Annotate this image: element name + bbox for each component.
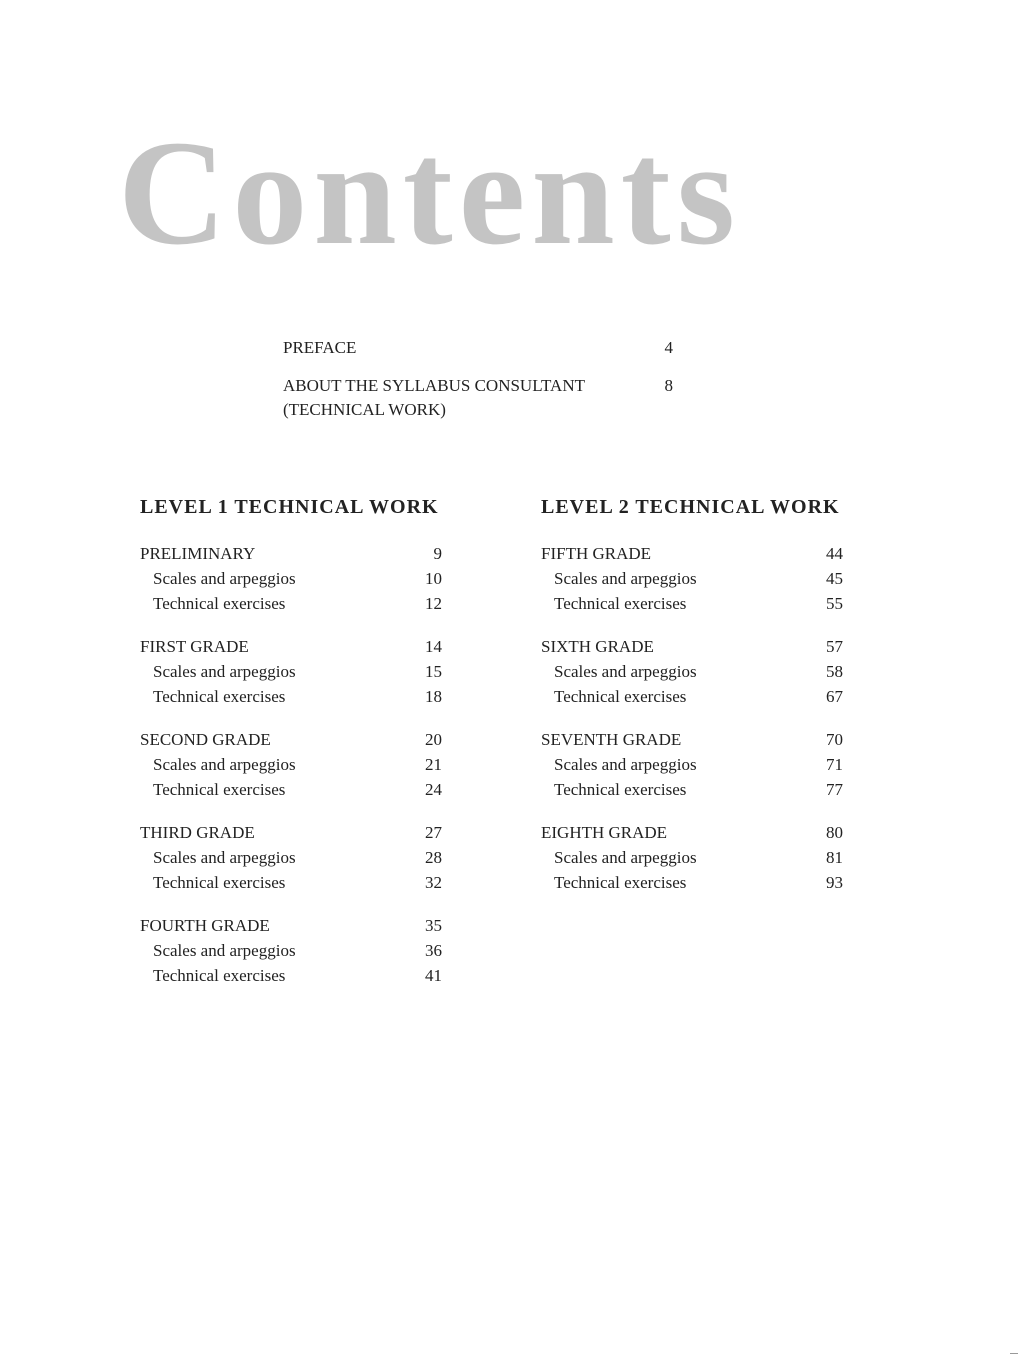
toc-entry-label: Scales and arpeggios <box>554 569 697 588</box>
toc-entry-scales[interactable] <box>541 752 843 777</box>
toc-entry-scales[interactable] <box>140 566 442 591</box>
toc-entry-preface[interactable] <box>283 336 673 360</box>
toc-entry-page: 27 <box>425 823 442 842</box>
grade-group-fifth <box>541 541 861 616</box>
toc-entry-page: 10 <box>425 569 442 588</box>
corner-crop-mark <box>1010 1353 1018 1354</box>
toc-entry-label: Scales and arpeggios <box>153 848 296 867</box>
toc-entry-technical[interactable] <box>140 777 442 802</box>
toc-entry-page: 8 <box>664 376 673 395</box>
toc-entry-page: 24 <box>425 780 442 799</box>
toc-entry-page: 45 <box>826 569 843 588</box>
toc-entry-page: 70 <box>826 730 843 749</box>
toc-entry-page: 21 <box>425 755 442 774</box>
toc-entry-scales[interactable] <box>541 566 843 591</box>
toc-entry-label: Technical exercises <box>153 594 286 613</box>
toc-entry-label: EIGHTH GRADE <box>541 823 668 842</box>
grade-group-sixth <box>541 634 861 709</box>
toc-entry-label: Technical exercises <box>554 594 687 613</box>
front-matter-list <box>283 336 673 436</box>
grade-group-seventh <box>541 727 861 802</box>
grade-group-third <box>140 820 460 895</box>
toc-entry-label: Scales and arpeggios <box>554 662 697 681</box>
toc-entry-page: 77 <box>826 780 843 799</box>
toc-entry-technical[interactable] <box>140 684 442 709</box>
toc-entry-technical[interactable] <box>541 870 843 895</box>
toc-entry-grade[interactable] <box>541 634 843 659</box>
toc-entry-label: Technical exercises <box>153 873 286 892</box>
toc-entry-scales[interactable] <box>541 659 843 684</box>
toc-entry-page: 58 <box>826 662 843 681</box>
toc-entry-technical[interactable] <box>140 591 442 616</box>
toc-entry-scales[interactable] <box>140 938 442 963</box>
toc-entry-label: Scales and arpeggios <box>554 848 697 867</box>
toc-entry-page: 41 <box>425 966 442 985</box>
toc-entry-page: 15 <box>425 662 442 681</box>
grade-group-fourth <box>140 913 460 988</box>
toc-entry-page: 57 <box>826 637 843 656</box>
toc-entry-technical[interactable] <box>541 777 843 802</box>
toc-entry-grade[interactable] <box>140 820 442 845</box>
toc-entry-syllabus-consultant[interactable] <box>283 374 673 422</box>
toc-entry-grade[interactable] <box>541 541 843 566</box>
toc-entry-grade[interactable] <box>140 913 442 938</box>
toc-entry-scales[interactable] <box>140 659 442 684</box>
toc-entry-label: PRELIMINARY <box>140 544 256 563</box>
toc-entry-page: 14 <box>425 637 442 656</box>
grade-group-first <box>140 634 460 709</box>
level-1-heading: LEVEL 1 TECHNICAL WORK <box>140 496 439 518</box>
toc-entry-technical[interactable] <box>140 870 442 895</box>
toc-entry-page: 32 <box>425 873 442 892</box>
toc-entry-label: Technical exercises <box>153 687 286 706</box>
toc-entry-scales[interactable] <box>140 845 442 870</box>
toc-entry-grade[interactable] <box>541 820 843 845</box>
toc-entry-label: Scales and arpeggios <box>153 662 296 681</box>
toc-entry-page: 44 <box>826 544 843 563</box>
toc-entry-page: 28 <box>425 848 442 867</box>
toc-entry-label: Technical exercises <box>554 873 687 892</box>
level-1-section <box>140 496 460 1006</box>
toc-entry-page: 81 <box>826 848 843 867</box>
toc-entry-grade[interactable] <box>140 727 442 752</box>
toc-entry-page: 80 <box>826 823 843 842</box>
toc-entry-page: 4 <box>664 338 673 357</box>
toc-entry-scales[interactable] <box>541 845 843 870</box>
toc-entry-label: Scales and arpeggios <box>554 755 697 774</box>
toc-entry-label: Technical exercises <box>554 687 687 706</box>
level-2-section <box>541 496 861 913</box>
toc-entry-page: 36 <box>425 941 442 960</box>
toc-entry-label: PREFACE <box>283 338 357 357</box>
toc-entry-label: FOURTH GRADE <box>140 916 270 935</box>
toc-entry-label: Technical exercises <box>153 966 286 985</box>
toc-entry-scales[interactable] <box>140 752 442 777</box>
toc-entry-page: 71 <box>826 755 843 774</box>
toc-entry-label: FIRST GRADE <box>140 637 249 656</box>
toc-entry-page: 9 <box>433 544 442 563</box>
toc-entry-label: Scales and arpeggios <box>153 755 296 774</box>
toc-entry-grade[interactable] <box>140 634 442 659</box>
grade-group-eighth <box>541 820 861 895</box>
toc-entry-page: 55 <box>826 594 843 613</box>
toc-entry-label: Technical exercises <box>554 780 687 799</box>
toc-entry-label: ABOUT THE SYLLABUS CONSULTANT (TECHNICAL WORK) <box>283 376 585 419</box>
toc-entry-technical[interactable] <box>541 591 843 616</box>
toc-entry-page: 12 <box>425 594 442 613</box>
page-title: Contents <box>118 110 742 276</box>
toc-entry-page: 67 <box>826 687 843 706</box>
toc-entry-label: Scales and arpeggios <box>153 569 296 588</box>
toc-entry-label: THIRD GRADE <box>140 823 255 842</box>
toc-entry-label: SEVENTH GRADE <box>541 730 682 749</box>
toc-entry-technical[interactable] <box>140 963 442 988</box>
toc-entry-page: 20 <box>425 730 442 749</box>
toc-entry-label: FIFTH GRADE <box>541 544 652 563</box>
toc-entry-page: 18 <box>425 687 442 706</box>
toc-entry-technical[interactable] <box>541 684 843 709</box>
toc-entry-page: 35 <box>425 916 442 935</box>
grade-group-second <box>140 727 460 802</box>
level-2-heading: LEVEL 2 TECHNICAL WORK <box>541 496 840 518</box>
toc-entry-label: SECOND GRADE <box>140 730 271 749</box>
toc-entry-label: Scales and arpeggios <box>153 941 296 960</box>
toc-entry-page: 93 <box>826 873 843 892</box>
grade-group-preliminary <box>140 541 460 616</box>
toc-entry-grade[interactable] <box>140 541 442 566</box>
toc-entry-grade[interactable] <box>541 727 843 752</box>
toc-entry-label: SIXTH GRADE <box>541 637 654 656</box>
toc-entry-label: Technical exercises <box>153 780 286 799</box>
